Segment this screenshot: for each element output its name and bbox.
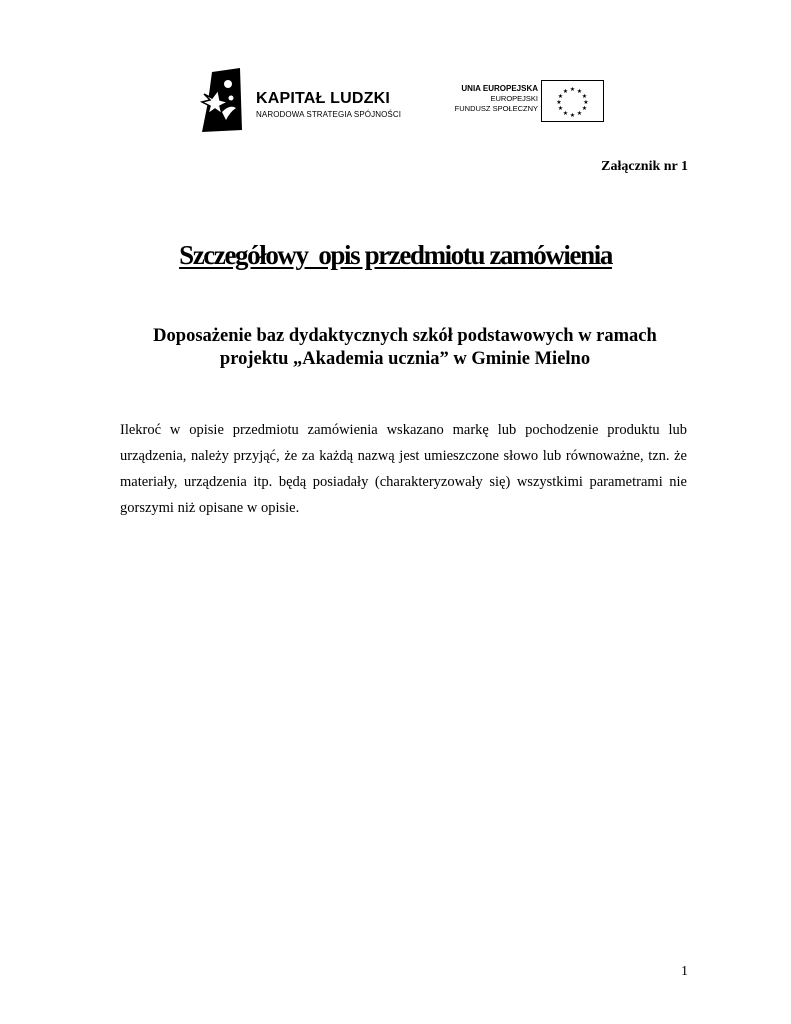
kapital-ludzki-emblem-icon <box>198 68 246 134</box>
page-number: 1 <box>681 964 688 979</box>
svg-text:★: ★ <box>581 105 588 112</box>
svg-text:★: ★ <box>556 99 562 106</box>
kapital-ludzki-logo <box>198 68 408 134</box>
eu-text-block <box>455 84 538 114</box>
eu-line-1: UNIA EUROPEJSKA <box>461 84 538 93</box>
subtitle-line-2: projektu „Akademia ucznia” w Gminie Mielno <box>219 349 591 369</box>
body-paragraph: Ilekroć w opisie przedmiotu zamówienia wskazano markę lub pochodzenie produktu lub urządzenia, należy przyjąć, że za każdą nazwą jest umieszczone słowo lub równoważne, tzn. że materiały, urządzenia itp. będą posiadały (charakteryzowały się) wszystkimi parametrami nie gorszymi niż opisane w opisie. <box>120 422 687 516</box>
svg-text:★: ★ <box>557 105 564 112</box>
eu-line-3: FUNDUSZ SPOŁECZNY <box>454 104 538 113</box>
svg-text:★: ★ <box>569 112 576 119</box>
svg-text:★: ★ <box>557 93 564 100</box>
annex-label: Załącznik nr 1 <box>601 159 688 174</box>
eu-logo <box>430 78 610 126</box>
document-subtitle <box>100 325 710 371</box>
eu-line-2: EUROPEJSKI <box>490 94 538 103</box>
document-title: Szczegółowy opis przedmiotu zamówienia <box>179 240 612 270</box>
subtitle-line-1: Doposażenie baz dydaktycznych szkół podstawowych w ramach <box>153 326 657 346</box>
svg-text:★: ★ <box>581 93 588 100</box>
svg-text:★: ★ <box>562 110 569 117</box>
svg-text:★: ★ <box>576 88 583 95</box>
eu-flag-icon <box>541 80 604 122</box>
kapital-ludzki-title: KAPITAŁ LUDZKI <box>256 90 391 107</box>
svg-text:★: ★ <box>583 99 589 106</box>
svg-text:★: ★ <box>576 110 583 117</box>
svg-text:★: ★ <box>569 86 576 93</box>
kapital-ludzki-subtitle: NARODOWA STRATEGIA SPÓJNOŚCI <box>256 110 402 119</box>
svg-text:★: ★ <box>562 88 569 95</box>
